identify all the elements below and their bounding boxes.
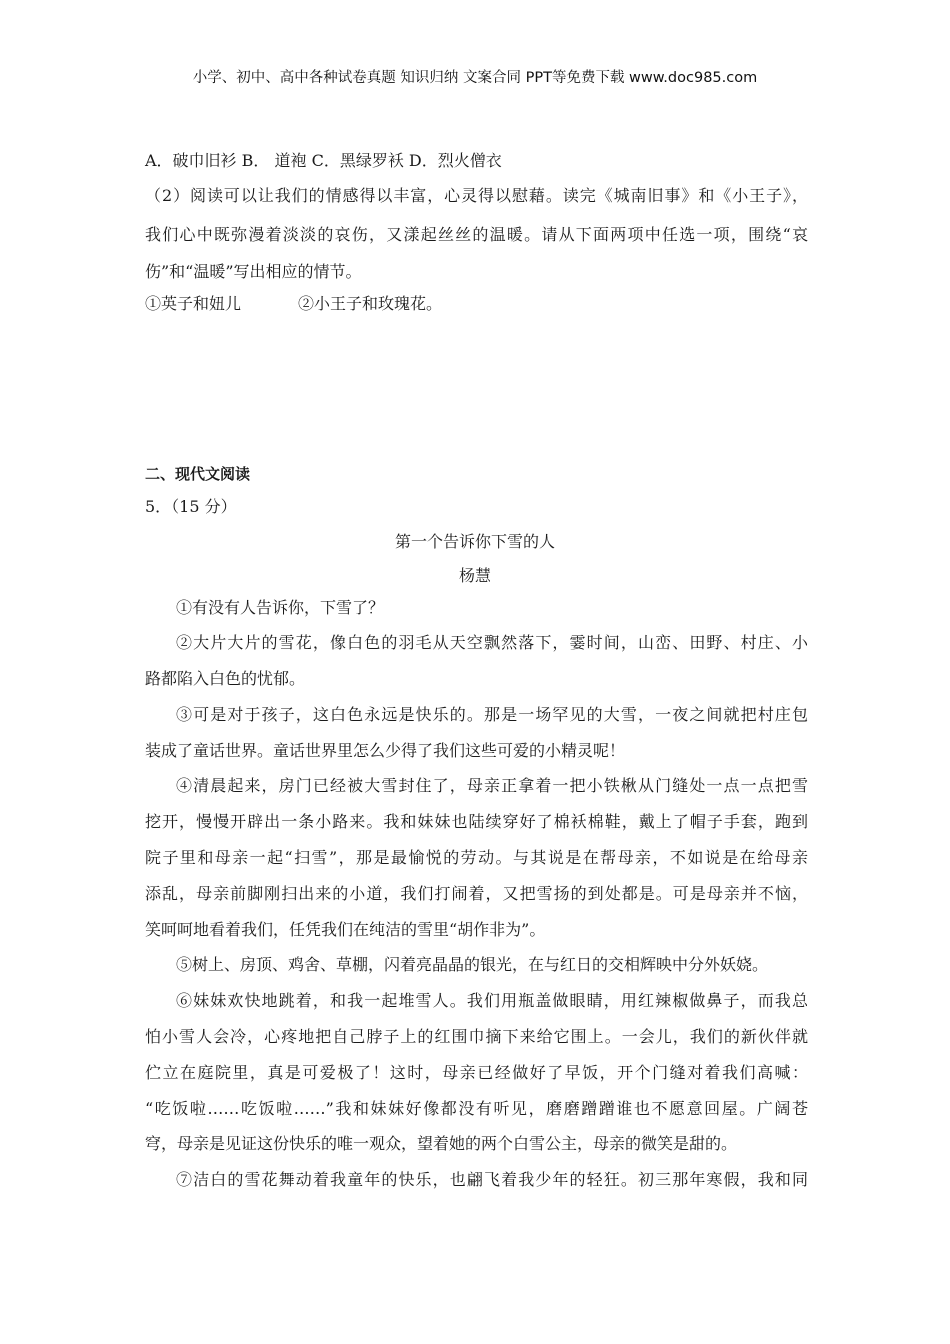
article-line: ④清晨起来，房门已经被大雪封住了，母亲正拿着一把小铁楸从门缝处一点一点把雪 [176, 776, 808, 795]
article-line: 院子里和母亲一起“扫雪”，那是最愉悦的劳动。与其说是在帮母亲，不如说是在给母亲 [145, 848, 808, 867]
article-line: ⑤树上、房顶、鸡舍、草棚，闪着亮晶晶的银光，在与红日的交相辉映中分外妖娆。 [176, 955, 769, 974]
article-line: 装成了童话世界。童话世界里怎么少得了我们这些可爱的小精灵呢！ [145, 741, 626, 760]
article-line: ①有没有人告诉你，下雪了？ [176, 598, 385, 617]
question-2-line-3: 伤”和“温暖”写出相应的情节。 [145, 262, 362, 281]
article-line: “吃饭啦……吃饭啦……”我和妹妹好像都没有听见，磨磨蹭蹭谁也不愿意回屋。广阔苍 [145, 1099, 808, 1118]
article-line: ⑥妹妹欢快地跳着，和我一起堆雪人。我们用瓶盖做眼睛，用红辣椒做鼻子，而我总 [176, 991, 808, 1010]
page-header: 小学、初中、高中各种试卷真题 知识归纳 文案合同 PPT等免费下载 www.doc985.com [192, 70, 758, 86]
section-title: 二、现代文阅读 [145, 465, 251, 483]
choice-2: ②小王子和玫瑰花。 [298, 294, 443, 313]
choice-1: ①英子和妞儿 [145, 294, 242, 313]
article-title: 第一个告诉你下雪的人 [394, 532, 555, 551]
article-line: 穹，母亲是见证这份快乐的唯一观众，望着她的两个白雪公主，母亲的微笑是甜的。 [145, 1134, 738, 1153]
article-line: 伫立在庭院里，真是可爱极了！这时，母亲已经做好了早饭，开个门缝对着我们高喊： [145, 1063, 808, 1082]
question-2-line-1: （2）阅读可以让我们的情感得以丰富，心灵得以慰藉。读完《城南旧事》和《小王子》， [145, 186, 808, 205]
answer-options: A．破巾旧衫 B． 道袍 C．黑绿罗袄 D．烈火僧衣 [145, 151, 502, 170]
article-author: 杨慧 [458, 566, 491, 585]
article-line: 添乱，母亲前脚刚扫出来的小道，我们打闹着，又把雪扬的到处都是。可是母亲并不恼， [145, 884, 808, 903]
article-line: 怕小雪人会冷，心疼地把自己脖子上的红围巾摘下来给它围上。一会儿，我们的新伙伴就 [145, 1027, 808, 1046]
article-line: 挖开，慢慢开辟出一条小路来。我和妹妹也陆续穿好了棉袄棉鞋，戴上了帽子手套，跑到 [145, 812, 808, 831]
question-number: 5．（15 分） [145, 497, 237, 516]
article-line: ③可是对于孩子，这白色永远是快乐的。那是一场罕见的大雪，一夜之间就把村庄包 [176, 705, 808, 724]
article-line: ⑦洁白的雪花舞动着我童年的快乐，也翩飞着我少年的轻狂。初三那年寒假，我和同 [176, 1170, 808, 1189]
article-line: 笑呵呵地看着我们，任凭我们在纯洁的雪里“胡作非为”。 [145, 920, 546, 939]
article-line: ②大片大片的雪花，像白色的羽毛从天空飘然落下，霎时间，山峦、田野、村庄、小 [176, 633, 808, 652]
article-line: 路都陷入白色的忧郁。 [145, 669, 306, 688]
question-2-line-2: 我们心中既弥漫着淡淡的哀伤，又漾起丝丝的温暖。请从下面两项中任选一项，围绕“哀 [145, 225, 808, 244]
